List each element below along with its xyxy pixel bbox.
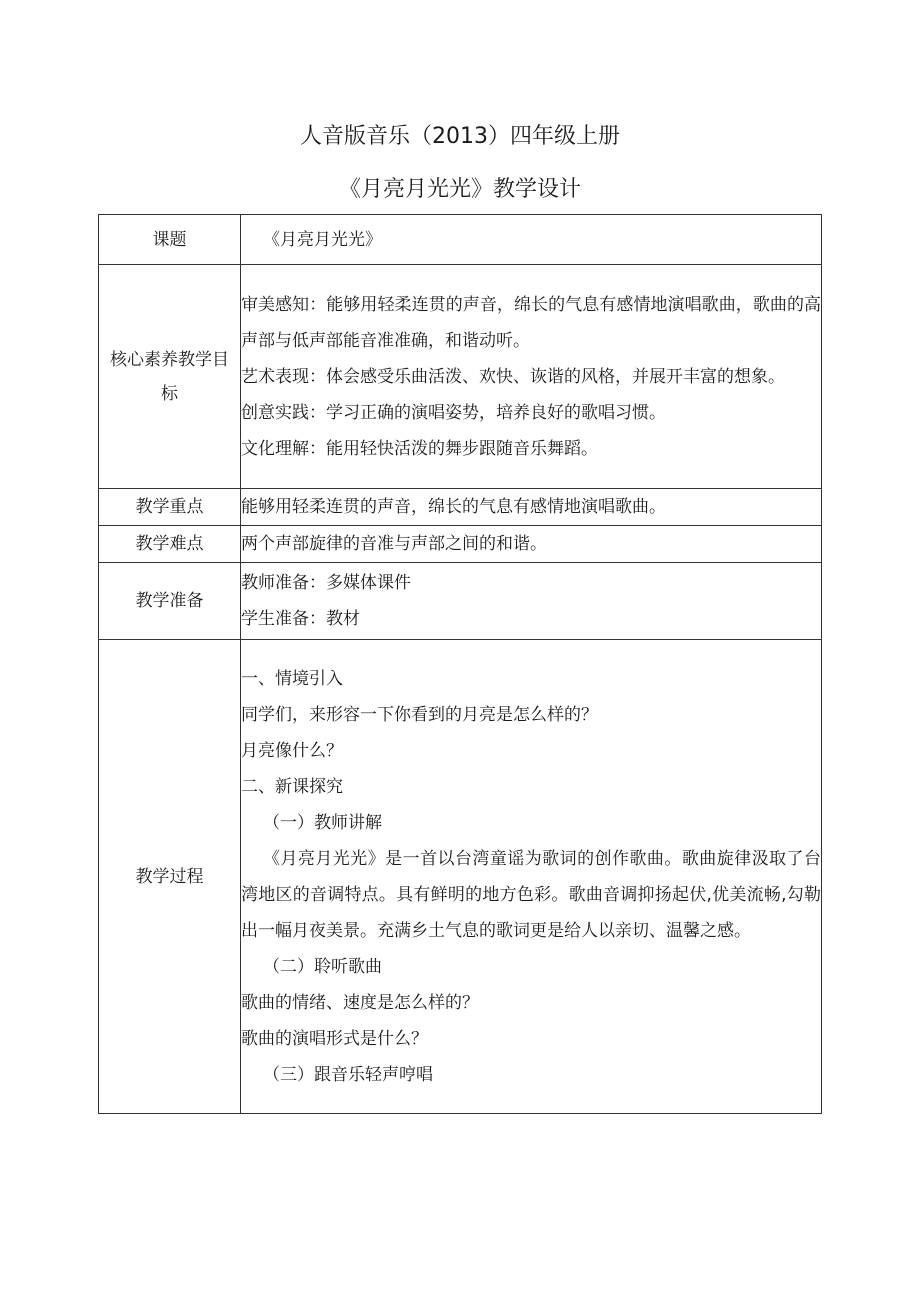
preparation-label: 教学准备 (99, 563, 241, 640)
process-question-4: 歌曲的演唱形式是什么？ (241, 1028, 428, 1049)
key-point-cell (241, 489, 822, 526)
process-question-1: 同学们，来形容一下你看到的月亮是怎么样的？ (241, 704, 598, 725)
process-cell (241, 640, 822, 1114)
topic-value: 《月亮月光光》 (263, 229, 382, 250)
preparation-teacher: 教师准备：多媒体课件 (241, 573, 411, 593)
topic-cell (241, 215, 822, 265)
preparation-cell (241, 563, 822, 640)
process-intro-paragraph: 《月亮月光光》是一首以台湾童谣为歌词的创作歌曲。歌曲旋律汲取了台湾地区的音调特点。具有鲜明的地方色彩。歌曲音调抑扬起伏,优美流畅,勾勒出一幅月夜美景。充满乡土气息的歌词更是给人以亲切、温馨之感。 (241, 848, 821, 941)
process-section-2: 二、新课探究 (241, 776, 343, 797)
key-point-value: 能够用轻柔连贯的声音，绵长的气息有感情地演唱歌曲。 (241, 497, 666, 517)
goal-artistic: 艺术表现：体会感受乐曲活泼、欢快、诙谐的风格，并展开丰富的想象。 (241, 366, 785, 387)
goal-cultural: 文化理解：能用轻快活泼的舞步跟随音乐舞蹈。 (241, 438, 598, 459)
process-subsection-1: （一）教师讲解 (263, 812, 382, 833)
goals-label (99, 265, 241, 489)
document-title: 人音版音乐（2013）四年级上册 (300, 124, 620, 149)
goals-label-text: 核心素养教学目标 (110, 349, 229, 404)
table-row-topic (99, 215, 822, 265)
difficulty-cell (241, 526, 822, 563)
difficulty-label: 教学难点 (99, 526, 241, 563)
process-label: 教学过程 (99, 640, 241, 1114)
topic-label: 课题 (99, 215, 241, 265)
table-row-key-point (99, 489, 822, 526)
process-question-2: 月亮像什么？ (241, 740, 343, 761)
preparation-student: 学生准备：教材 (241, 609, 360, 629)
process-question-3: 歌曲的情绪、速度是怎么样的？ (241, 992, 479, 1013)
table-row-difficulty (99, 526, 822, 563)
document-subtitle: 《月亮月光光》教学设计 (338, 177, 581, 202)
difficulty-value: 两个声部旋律的音准与声部之间的和谐。 (241, 534, 547, 554)
process-subsection-2: （二）聆听歌曲 (263, 956, 382, 977)
key-point-label: 教学重点 (99, 489, 241, 526)
process-section-1: 一、情境引入 (241, 668, 343, 689)
goals-cell (241, 265, 822, 489)
table-row-goals (99, 265, 822, 489)
lesson-plan-table (98, 214, 822, 1114)
goal-creative: 创意实践：学习正确的演唱姿势，培养良好的歌唱习惯。 (241, 402, 666, 423)
goal-aesthetic: 审美感知：能够用轻柔连贯的声音，绵长的气息有感情地演唱歌曲，歌曲的高声部与低声部能音准准确，和谐动听。 (241, 294, 821, 351)
process-subsection-3: （三）跟音乐轻声哼唱 (263, 1064, 433, 1085)
table-row-process (99, 640, 822, 1114)
table-row-preparation (99, 563, 822, 640)
